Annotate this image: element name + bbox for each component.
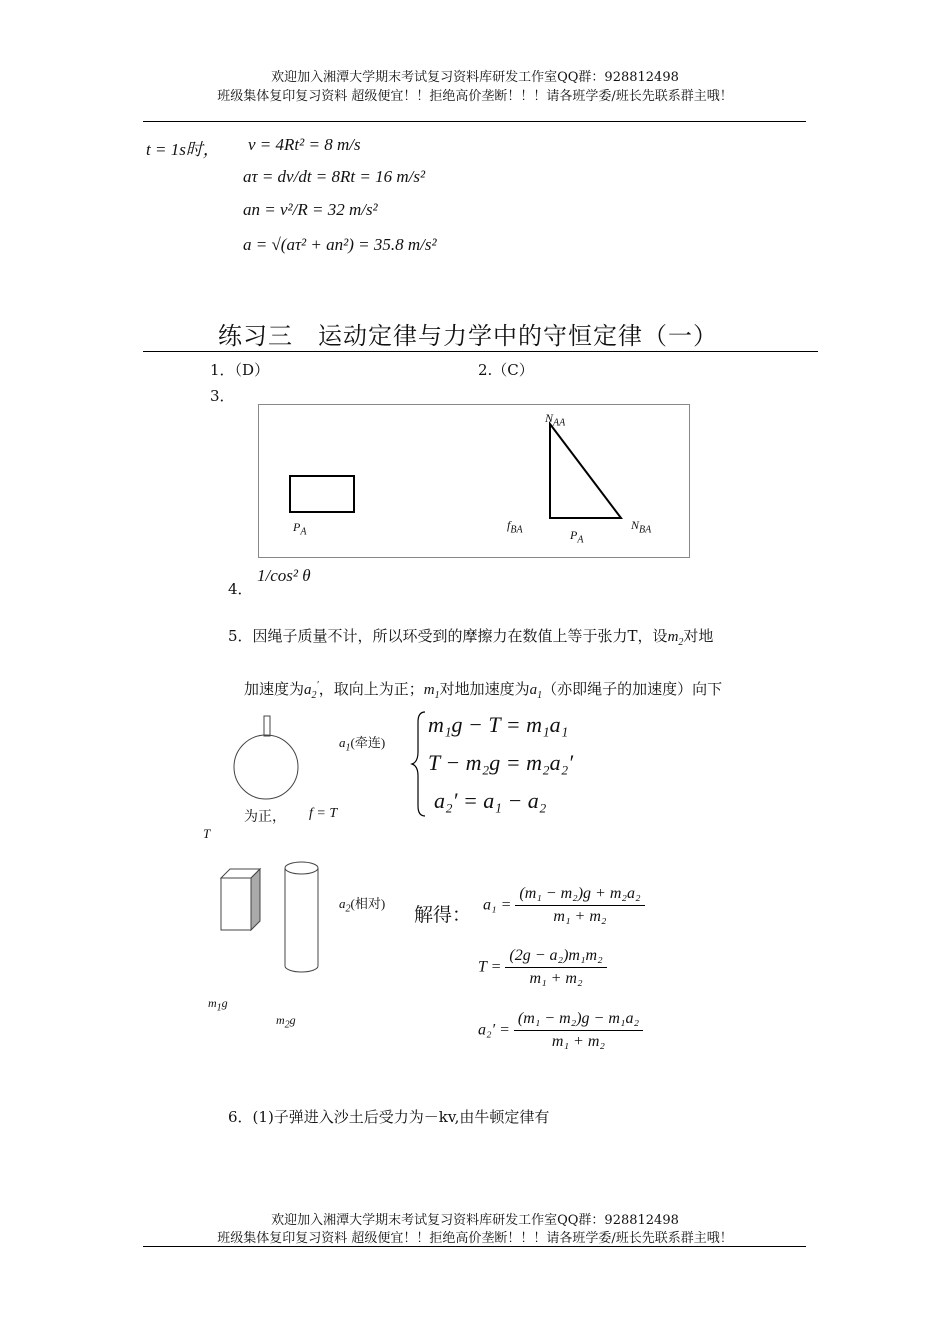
label-n-top: $N_{AA}$ (545, 411, 566, 429)
answer-4-expr: 1/cos² θ (257, 566, 311, 585)
eq-a-tau: aτ = dv/dt = 8Rt = 16 m/s² (243, 167, 426, 186)
header-line-1: 欢迎加入湘潭大学期末考试复习资料库研发工作室QQ群：928812498 (271, 70, 679, 85)
eq-t-label: t = 1s时， (146, 140, 220, 159)
system-eq-1: m₁g − T = m₁a₁ (428, 712, 569, 737)
label-pa-bottom: $P_A$ (570, 528, 584, 546)
label-m1g: $m_1g$ (208, 996, 228, 1014)
eq-a: a = √(aτ² + an²) = 35.8 m/s² (243, 235, 437, 254)
section-title: 练习三 运动定律与力学中的守恒定律（一） (218, 322, 718, 350)
block-front-face (221, 878, 251, 930)
system-brace (412, 712, 425, 816)
footer-line-1: 欢迎加入湘潭大学期末考试复习资料库研发工作室QQ群：928812498 (271, 1213, 679, 1228)
eq-a-n: an = v²/R = 32 m/s² (243, 200, 378, 219)
cylinder-top (285, 862, 318, 874)
label-a2-xiangdui: $a_2$(相对) (339, 896, 386, 915)
label-t: T (203, 826, 211, 841)
system-eq-3: a₂′ = a₁ − a₂ (434, 788, 547, 813)
label-a1-qianlian: $a_1$(牵连) (339, 735, 386, 754)
answer-5-line-3: 为正， (244, 809, 286, 825)
eq-v: v = 4Rt² = 8 m/s (248, 135, 361, 154)
header-line-2: 班级集体复印复习资料 超级便宜！！拒绝高价垄断！！！请各班学委/班长先联系群主哦！ (217, 89, 733, 104)
system-eq-2: T − m₂g = m₂a₂′ (428, 750, 574, 775)
label-m2g: $m_2g$ (276, 1013, 296, 1031)
label-pa-left: $P_A$ (293, 520, 307, 538)
solution-a2-prime: a₂′ = $\frac{\text{(m₁ − m₂)g − m₁a₂}}{\text{m₁ + m₂}}$ (478, 1010, 643, 1051)
answer-6: 6．(1)子弹进入沙土后受力为－kv,由牛顿定律有 (228, 1108, 550, 1126)
answer-4-num: 4． (228, 580, 253, 598)
footer-rule (143, 1246, 806, 1247)
answer-5-line-1: 5．因绳子质量不计，所以环受到的摩擦力在数值上等于张力T，设$m_2$对地 (228, 627, 714, 648)
answer-2: 2.（C） (478, 361, 534, 379)
rope-stub (264, 716, 270, 736)
solution-a1: a₁ = $\frac{\text{(m₁ − m₂)g + m₂a₂}}{\text{m₁ + m₂}}$ (483, 885, 645, 926)
answer-3: 3． (210, 387, 235, 405)
label-n-ba: $N_{BA}$ (631, 518, 652, 536)
eq-f-equals-t: f = T (309, 806, 338, 821)
ring-circle (234, 735, 298, 799)
solution-t: T = $\frac{\text{(2g − a₂)m₁m₂}}{\text{m₁ + m₂}}$ (478, 947, 607, 988)
footer-line-2: 班级集体复印复习资料 超级便宜！！拒绝高价垄断！！！请各班学委/班长先联系群主哦！ (217, 1231, 733, 1246)
label-f-ba: $f_{BA}$ (507, 518, 523, 536)
answer-1: 1．（D） (210, 361, 270, 379)
solution-label: 解得： (414, 904, 472, 926)
block-side-face (251, 869, 260, 930)
answer-5-line-2: 加速度为$a_2'$，取向上为正；$m_1$对地加速度为$a_1$（亦即绳子的加速度）向下 (244, 680, 723, 701)
cylinder-bottom (285, 966, 318, 972)
